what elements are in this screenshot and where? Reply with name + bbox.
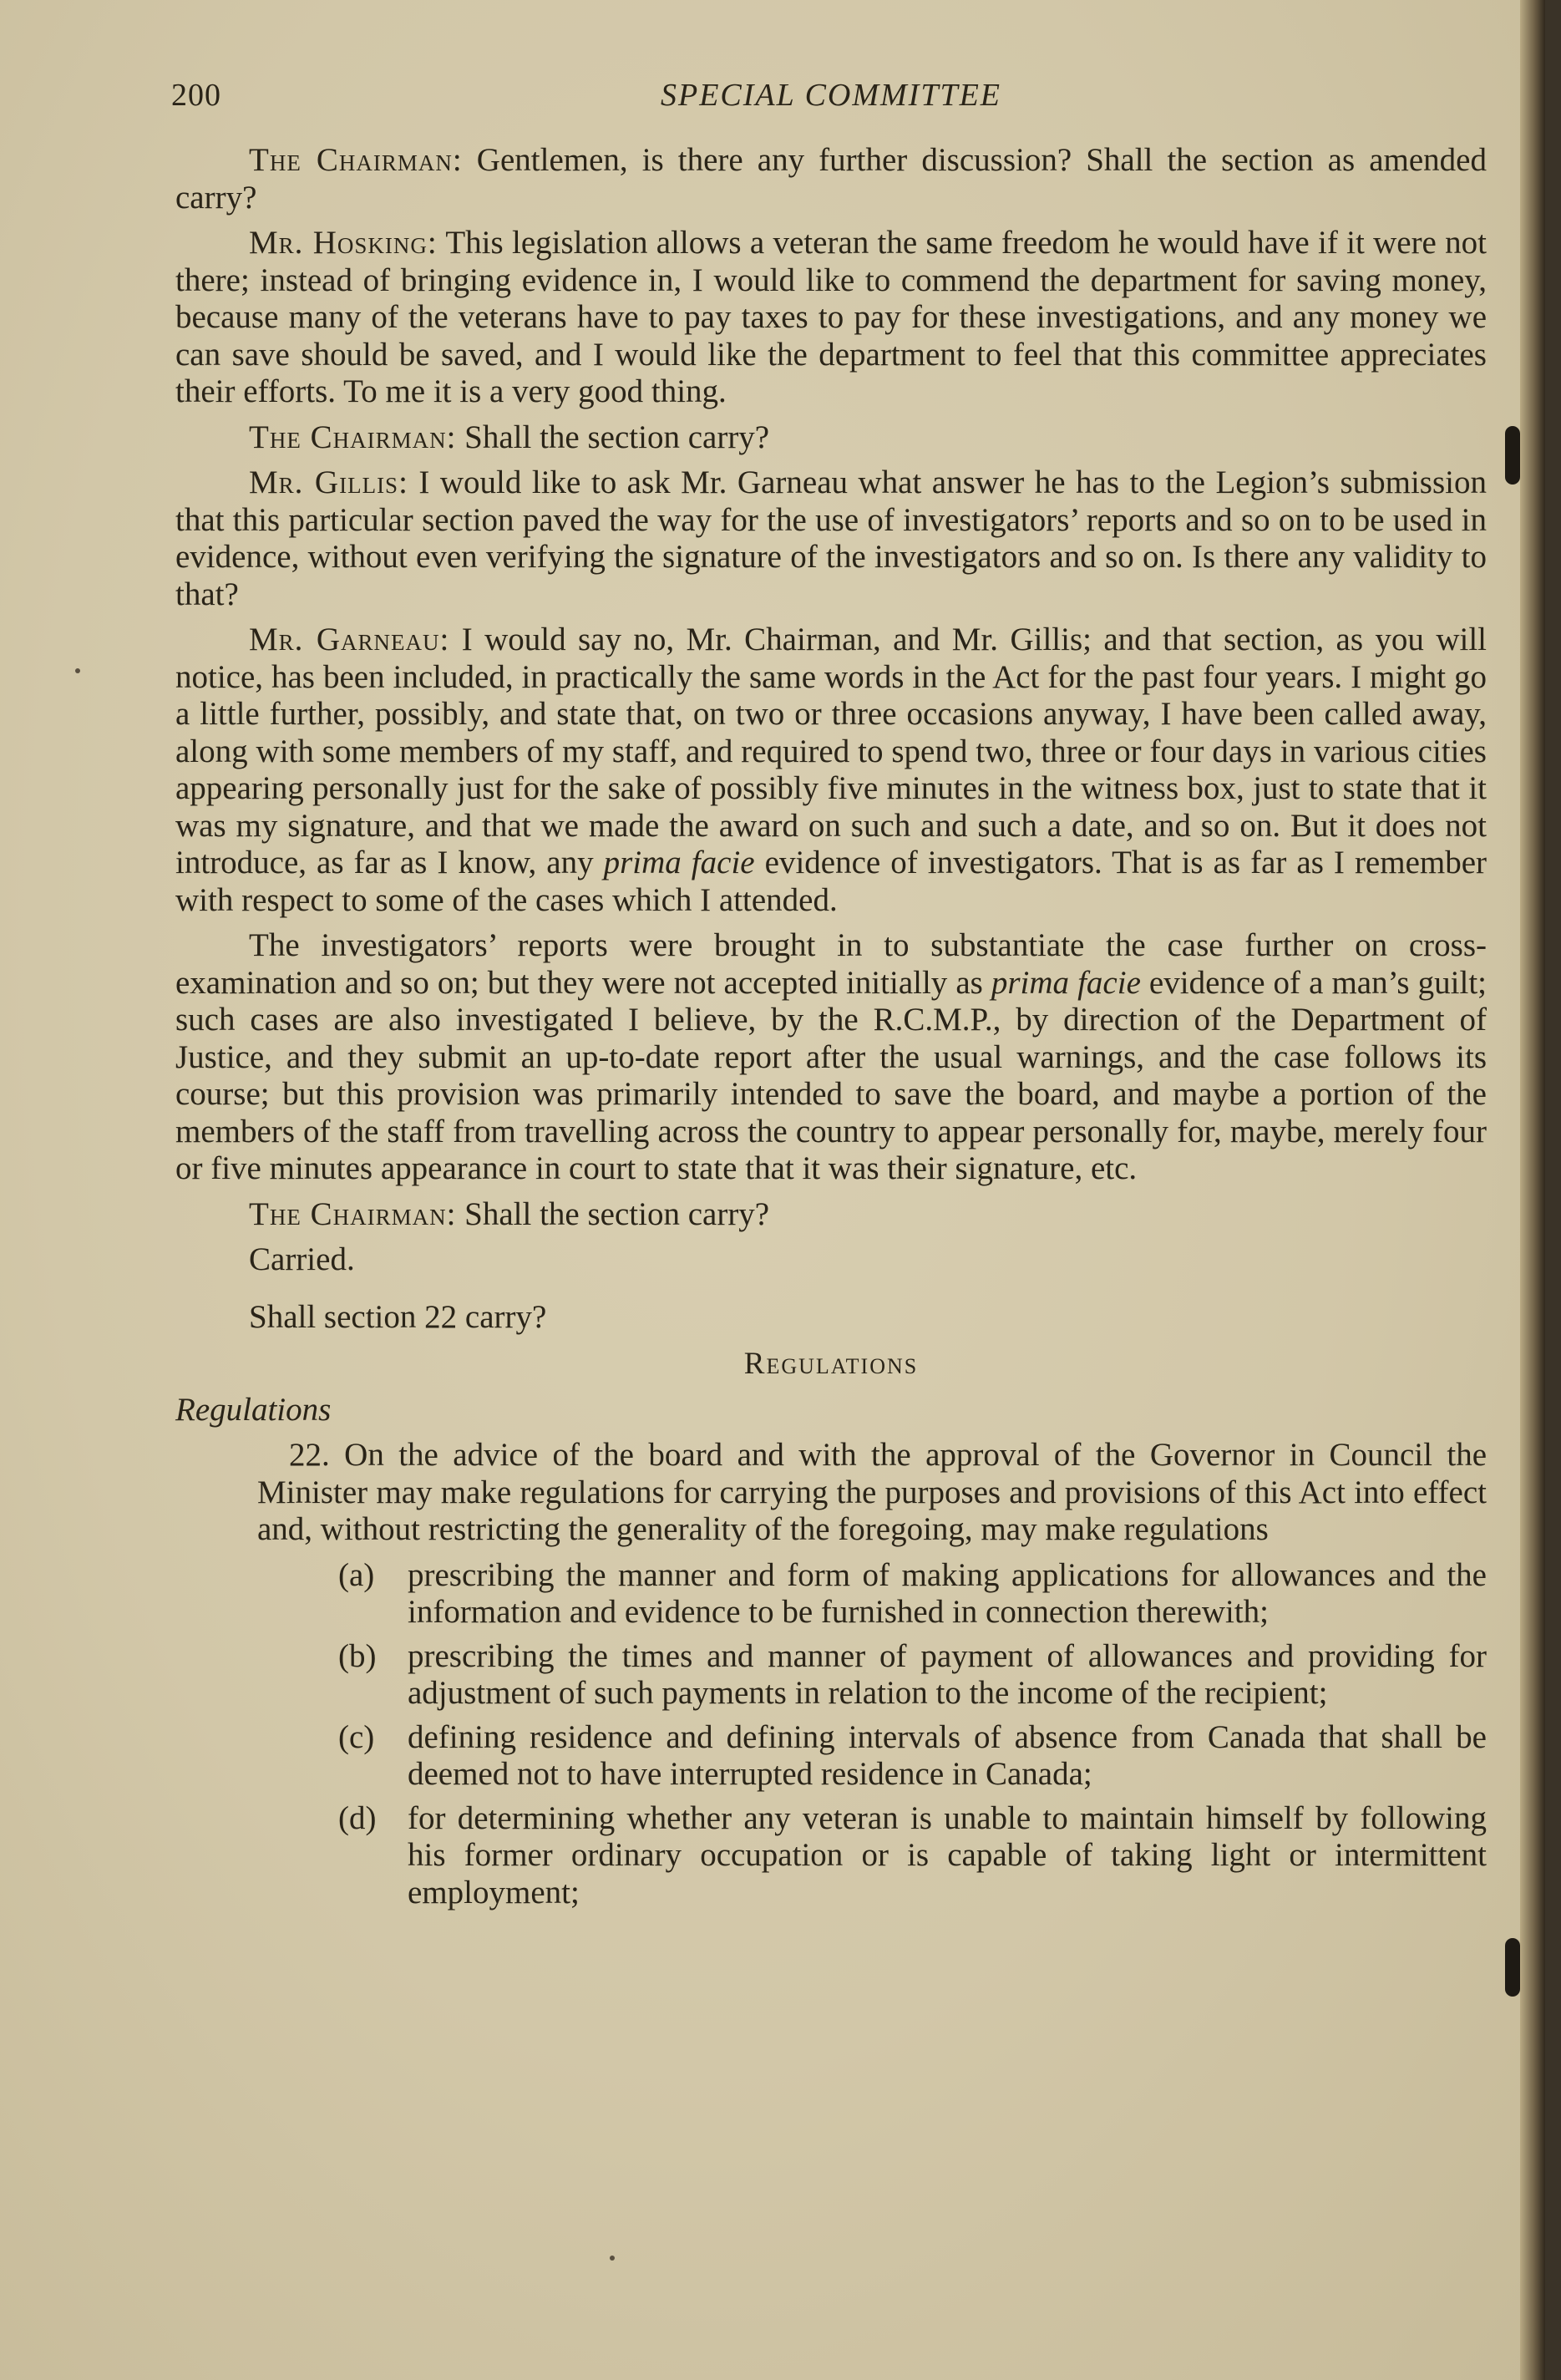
paragraph-text: Gentlemen, is there any further discussion? Shall the section as amended carry? [175, 142, 1487, 216]
speaker-name: The Chairman: [249, 1195, 457, 1232]
clause-text: defining residence and defining intervals of absence from Canada that shall be deemed not to have interrupted residence in Canada; [408, 1718, 1487, 1792]
running-title: SPECIAL COMMITTEE [660, 78, 1002, 113]
section-22-text: 22. On the advice of the board and with the approval of the Governor in Council the Minister may make regulations for carrying the purposes and provisions of this Act into effect and, without restricting the generality of the foregoing, may make regulations [257, 1437, 1487, 1547]
speaker-name: The Chairman: [249, 419, 457, 455]
clause-label: (a) [338, 1556, 375, 1593]
clause-text: for determining whether any veteran is unable to maintain himself by following his former ordinary occupation or is capable of taking light or intermittent employment; [408, 1799, 1487, 1911]
latin-phrase: prima facie [603, 845, 755, 880]
paragraph-text: I would like to ask Mr. Garneau what answer he has to the Legion’s submission that this particular section paved the way for the use of investigators’ reports and so on to be used in evidence, without even verifying the signature of the investigators and so on. Is there any validity to that? [175, 464, 1487, 612]
paragraph [175, 464, 1487, 613]
speaker-name: Mr. Gillis: [249, 464, 408, 500]
speaker-name: Mr. Hosking: [249, 225, 438, 261]
section-heading: Regulations [743, 1347, 919, 1381]
speaker-name: Mr. Garneau: [249, 622, 450, 657]
paper-speck [610, 2256, 615, 2261]
paragraph-text: The investigators’ reports were brought in to substantiate the case further on cross-examination and so on; but they were not accepted initially as [175, 927, 1487, 1001]
clause-label: (b) [338, 1637, 377, 1674]
paragraph-text: This legislation allows a veteran the same freedom he would have if it were not there; instead of bringing evidence in, I would like to commend the department for saving money, because many of the veterans have to pay taxes to pay for these investigations, and any money we can save should be saved, and I would like the department to feel that this committee appreciates their efforts. To me it is a very good thing. [175, 225, 1488, 409]
carried-line: Carried. [249, 1241, 355, 1277]
section-question: Shall section 22 carry? [249, 1298, 547, 1335]
paper-speck [75, 668, 80, 673]
paragraph [175, 1196, 1487, 1234]
clause-label: (d) [338, 1799, 377, 1836]
paragraph [175, 622, 1487, 919]
clause-c [175, 1719, 1487, 1794]
paragraph-text: I would say no, Mr. Chairman, and Mr. Gillis; and that section, as you will notice, has been included, in practically the same words in the Act for the past four years. I might go a little further, possibly, and state that, on two or three occasions anyway, I have been called away, along with some members of my staff, and required to spend two, three or four days in various cities appearing personally just for the sake of possibly five minutes in the witness box, just to state that it was my signature, and that we made the award on such and such a date, and so on. But it does not introduce, as far as I know, any [175, 622, 1487, 880]
clause-text: prescribing the manner and form of making applications for allowances and the information and evidence to be furnished in connection therewith; [408, 1556, 1487, 1630]
clause-b [175, 1638, 1487, 1713]
page-edge-mark [1505, 426, 1520, 485]
paragraph-text: evidence of a man’s guilt; such cases are also investigated I believe, by the R.C.M.P., by direction of the Department of Justice, and they submit an up-to-date report after the usual warnings, and the case follows its course; but this provision was primarily intended to save the board, and maybe a portion of the members of the staff from travelling across the country to appear personally for, maybe, merely four or five minutes appearance in court to state that it was their signature, etc. [175, 964, 1487, 1186]
book-spine-shadow [1520, 0, 1545, 2380]
page-body [175, 142, 1487, 1918]
page-edge-mark [1505, 1938, 1520, 1997]
paragraph-text: Shall the section carry? [456, 419, 770, 455]
speaker-name: The Chairman: [249, 142, 463, 178]
page-number: 200 [171, 78, 221, 113]
clause-label: (c) [338, 1718, 375, 1755]
clause-a [175, 1557, 1487, 1631]
paragraph-text: evidence of investigators. That is as far as I remember with respect to some of the cases which I attended. [175, 845, 1488, 918]
clause-text: prescribing the times and manner of payment of allowances and providing for adjustment of such payments in relation to the income of the recipient; [408, 1637, 1487, 1711]
paragraph [175, 142, 1487, 216]
page-header [171, 77, 1491, 119]
paragraph-text: Shall the section carry? [456, 1195, 770, 1232]
paragraph [175, 927, 1487, 1188]
paragraph [175, 419, 1487, 457]
clause-d [175, 1800, 1487, 1912]
paragraph [175, 225, 1487, 411]
latin-phrase: prima facie [991, 964, 1141, 1001]
marginal-note: Regulations [175, 1391, 332, 1428]
